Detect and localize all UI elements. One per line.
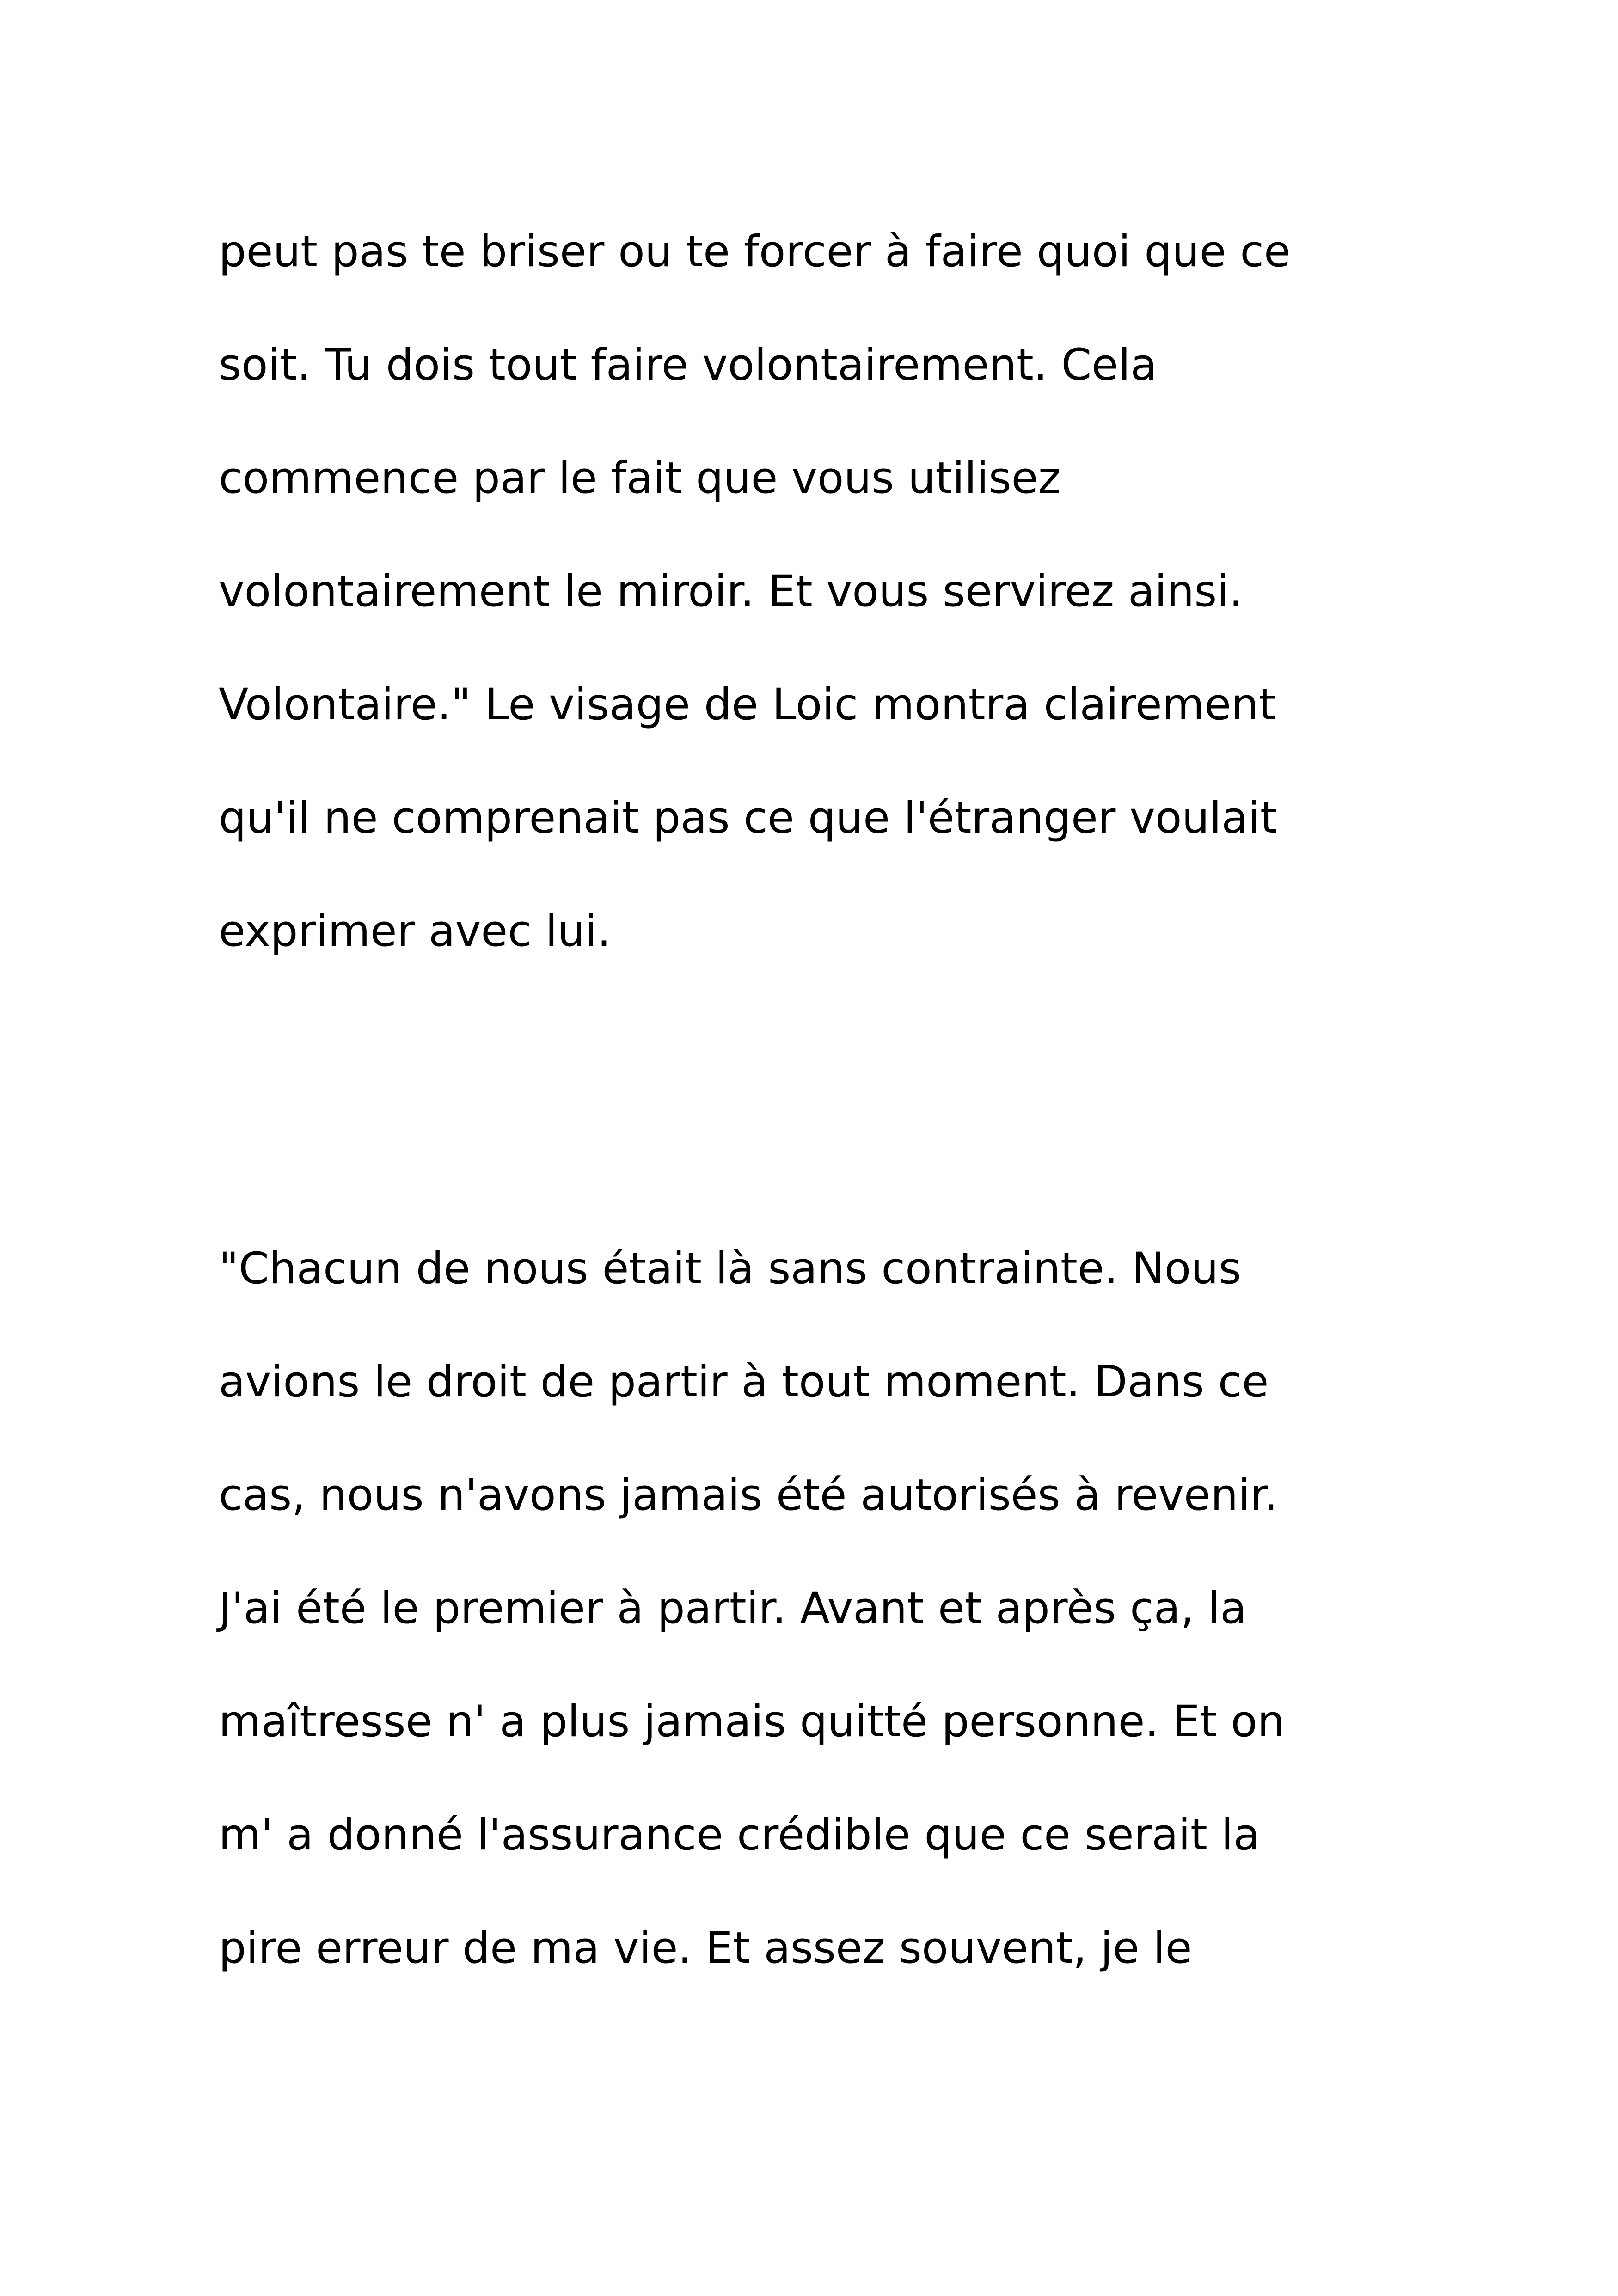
text-line: peut pas te briser ou te forcer à faire quoi que ce bbox=[219, 227, 1291, 277]
text-line: soit. Tu dois tout faire volontairement. Cela bbox=[219, 340, 1157, 390]
text-line: volontairement le miroir. Et vous servirez ainsi. bbox=[219, 566, 1243, 617]
text-line: J'ai été le premier à partir. Avant et après ça, la bbox=[219, 1583, 1247, 1634]
text-line: m' a donné l'assurance crédible que ce serait la bbox=[219, 1810, 1260, 1860]
text-line: avions le droit de partir à tout moment. Dans ce bbox=[219, 1357, 1269, 1407]
text-line: "Chacun de nous était là sans contrainte. Nous bbox=[219, 1243, 1241, 1294]
text-line: cas, nous n'avons jamais été autorisés à revenir. bbox=[219, 1470, 1278, 1520]
text-line: maîtresse n' a plus jamais quitté personne. Et on bbox=[219, 1696, 1285, 1747]
text-line: pire erreur de ma vie. Et assez souvent, je le bbox=[219, 1923, 1192, 1973]
text-line: qu'il ne comprenait pas ce que l'étranger voulait bbox=[219, 793, 1277, 843]
text-line: exprimer avec lui. bbox=[219, 906, 611, 956]
text-line: Volontaire." Le visage de Loic montra clairement bbox=[219, 680, 1276, 730]
text-line: commence par le fait que vous utilisez bbox=[219, 453, 1061, 503]
